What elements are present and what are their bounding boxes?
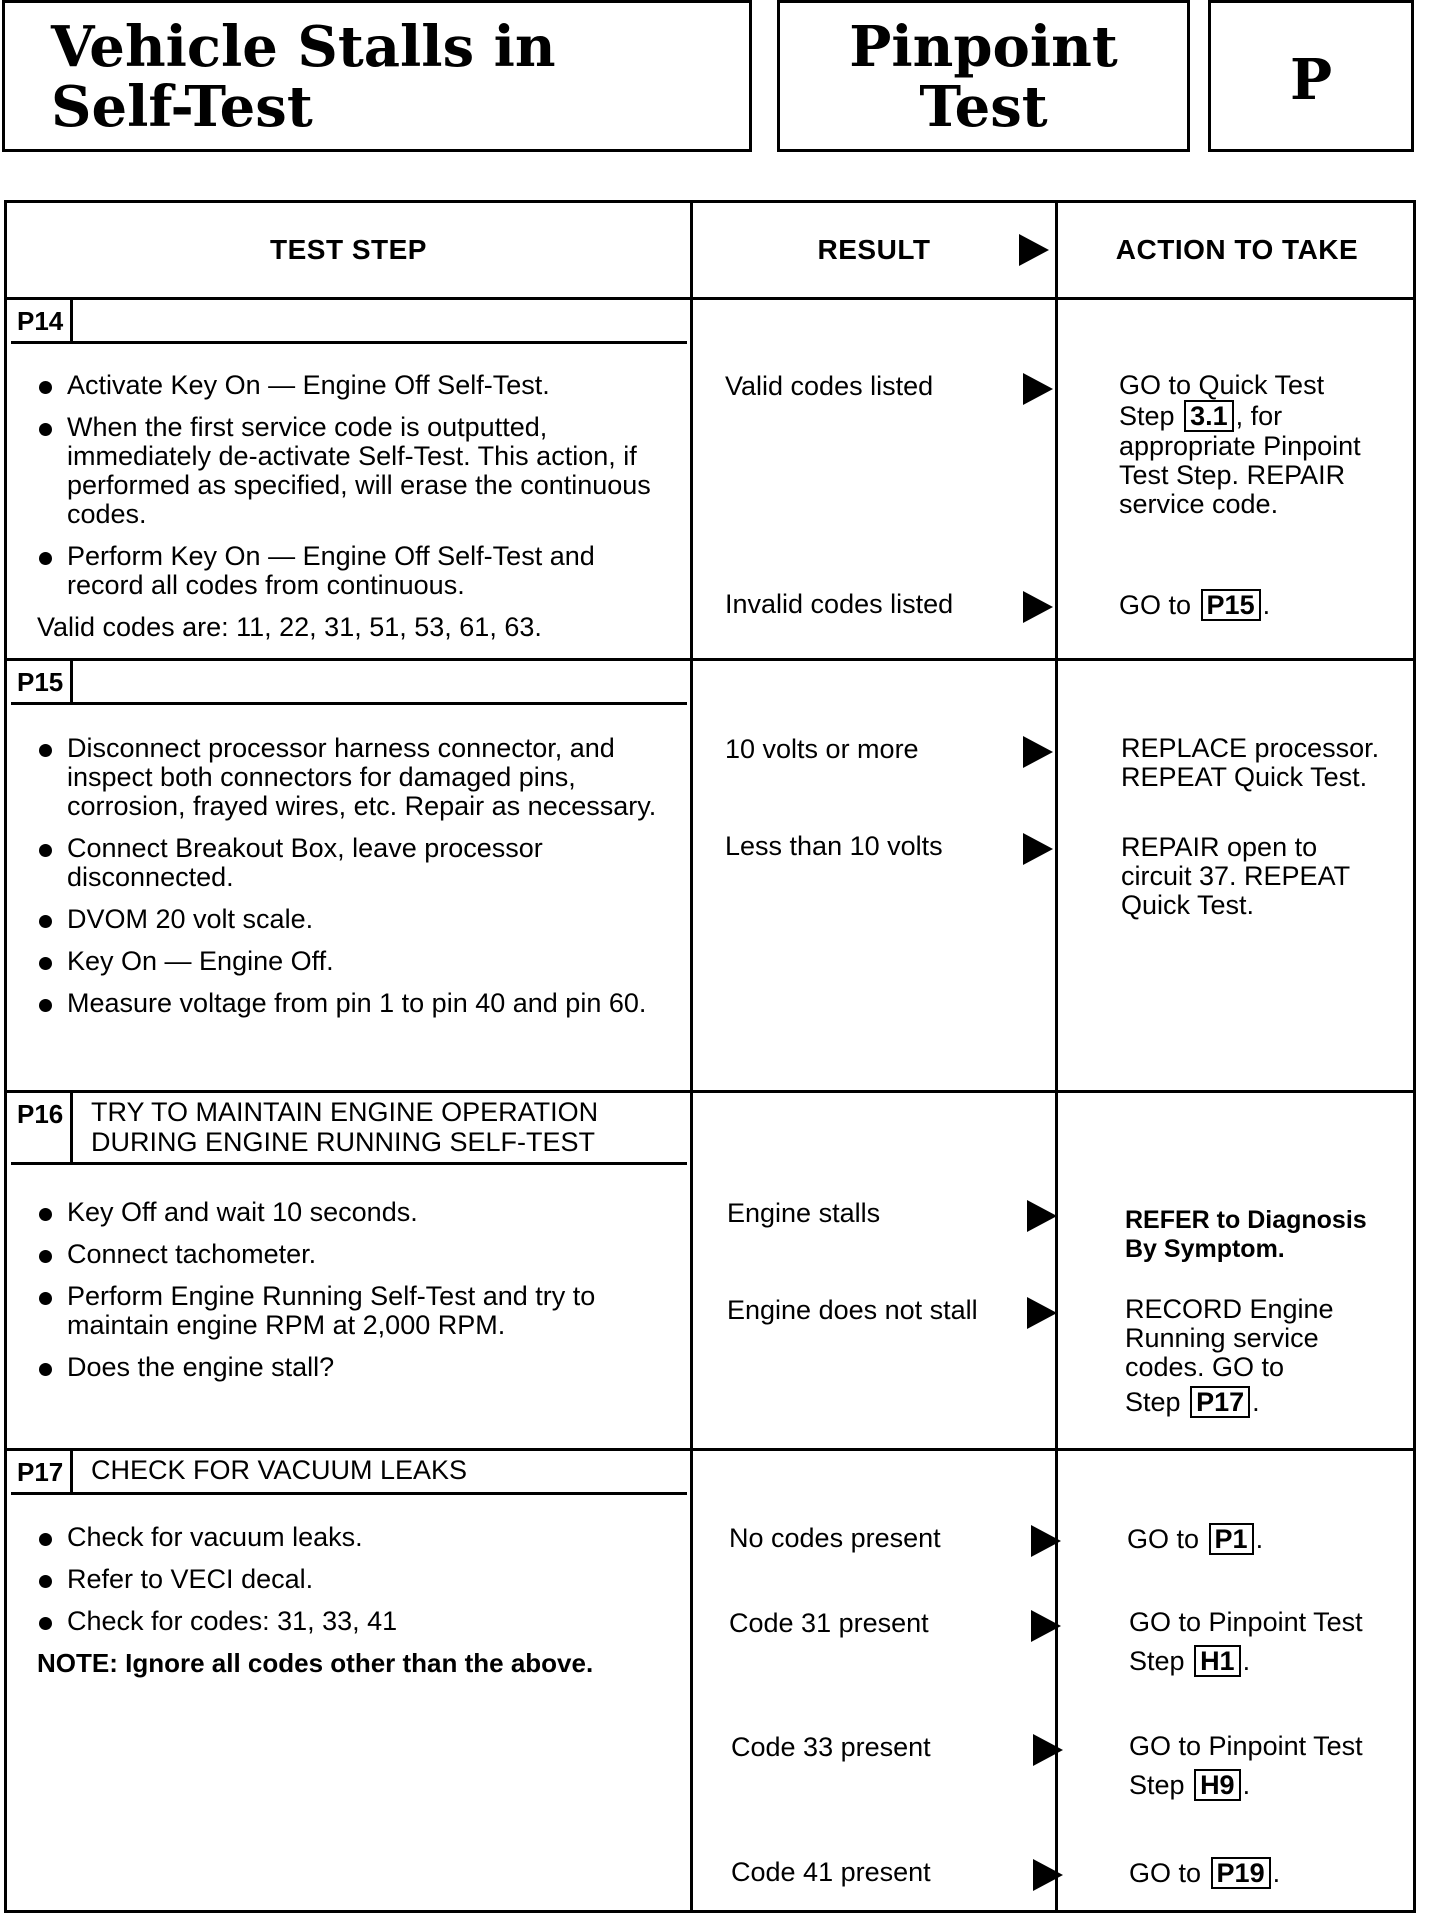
arrow-icon: [1023, 373, 1053, 405]
letter-box: [1208, 0, 1414, 152]
result-text: 10 volts or more: [725, 734, 919, 764]
step-header-p16: [11, 1093, 687, 1165]
result-text: No codes present: [729, 1523, 941, 1553]
result-text: Invalid codes listed: [725, 589, 954, 619]
result-text: Code 33 present: [731, 1732, 931, 1762]
result-text: Engine stalls: [727, 1198, 881, 1228]
step-title: CHECK FOR VACUUM LEAKS: [91, 1455, 468, 1485]
list-item: Refer to VECI decal.: [37, 1565, 677, 1594]
action-text: GO to P1 .: [1127, 1524, 1264, 1554]
action-text: GO to Quick Test Step 3.1 , for appropriate Pinpoint Test Step. REPAIR service code.: [1119, 370, 1361, 519]
action-text: REPLACE processor. REPEAT Quick Test.: [1121, 733, 1380, 792]
arrow-icon: [1031, 1525, 1061, 1557]
list-item: Key Off and wait 10 seconds.: [37, 1198, 677, 1227]
step-id: P16: [11, 1093, 73, 1162]
step-p15-instructions: [37, 734, 677, 1031]
action-text: REFER to Diagnosis By Symptom.: [1125, 1206, 1367, 1263]
list-item: Measure voltage from pin 1 to pin 40 and pin 60.: [37, 989, 677, 1018]
title-box: [2, 0, 752, 152]
arrow-icon: [1023, 736, 1053, 768]
result-text: Engine does not stall: [727, 1295, 978, 1325]
arrow-icon: [1023, 591, 1053, 623]
list-item: Check for codes: 31, 33, 41: [37, 1607, 677, 1636]
arrow-icon: [1033, 1859, 1063, 1891]
note-text: NOTE: Ignore all codes other than the above.: [37, 1648, 594, 1678]
action-text: GO to P19 .: [1129, 1858, 1281, 1888]
column-divider: [690, 203, 693, 1910]
step-reference: P15: [1201, 589, 1261, 621]
step-p17-instructions: [37, 1523, 677, 1678]
test-table: [4, 200, 1416, 1913]
step-reference: P19: [1211, 1857, 1271, 1889]
list-item: Key On — Engine Off.: [37, 947, 677, 976]
step-p16-instructions: [37, 1198, 677, 1395]
header-result: RESULT: [817, 234, 931, 265]
list-item: Does the engine stall?: [37, 1353, 677, 1382]
arrow-icon: [1027, 1297, 1057, 1329]
step-reference: 3.1: [1184, 400, 1234, 432]
list-item: Connect Breakout Box, leave processor disconnected.: [37, 834, 677, 892]
step-reference: H1: [1194, 1645, 1241, 1677]
list-item: Activate Key On — Engine Off Self-Test.: [37, 371, 677, 400]
list-item: DVOM 20 volt scale.: [37, 905, 677, 934]
arrow-icon: [1023, 833, 1053, 865]
section-title: Pinpoint Test: [849, 14, 1118, 140]
list-item: Disconnect processor harness connector, and inspect both connectors for damaged pins, corrosion, frayed wires, etc. Repair as necessary.: [37, 734, 677, 821]
page-title: Vehicle Stalls in Self-Test: [51, 14, 556, 140]
step-id: P14: [11, 300, 73, 341]
section-box: [777, 0, 1190, 152]
step-header-p15: [11, 661, 687, 705]
step-reference: P1: [1209, 1523, 1254, 1555]
action-text: GO to Pinpoint Test Step H1 .: [1129, 1607, 1363, 1676]
header-test-step: TEST STEP: [270, 234, 427, 265]
action-text: GO to Pinpoint Test Step H9 .: [1129, 1731, 1363, 1800]
step-reference: H9: [1194, 1769, 1241, 1801]
arrow-icon: [1031, 1610, 1061, 1642]
step-header-p14: [11, 300, 687, 344]
header-action: ACTION TO TAKE: [1115, 234, 1359, 265]
action-text: REPAIR open to circuit 37. REPEAT Quick Test.: [1121, 832, 1350, 920]
action-text: RECORD Engine Running service codes. GO to Step P17 .: [1125, 1294, 1334, 1417]
list-item: Perform Key On — Engine Off Self-Test and record all codes from continuous.: [37, 542, 677, 600]
step-title: TRY TO MAINTAIN ENGINE OPERATION DURING ENGINE RUNNING SELF-TEST: [91, 1097, 599, 1157]
arrow-icon: [1027, 1200, 1057, 1232]
result-text: Valid codes listed: [725, 371, 934, 401]
step-reference: P17: [1190, 1386, 1250, 1418]
result-text: Less than 10 volts: [725, 831, 943, 861]
list-item: When the first service code is outputted, immediately de-activate Self-Test. This action, if performed as specified, will erase the continuous codes.: [37, 413, 677, 529]
step-p14-instructions: [37, 371, 677, 642]
result-text: Code 31 present: [729, 1608, 929, 1638]
list-item: Check for vacuum leaks.: [37, 1523, 677, 1552]
arrow-icon: [1019, 234, 1049, 266]
step-id: P17: [11, 1451, 73, 1492]
step-id: P15: [11, 661, 73, 702]
valid-codes-note: Valid codes are: 11, 22, 31, 51, 53, 61, 63.: [37, 612, 542, 642]
list-item: Perform Engine Running Self-Test and try to maintain engine RPM at 2,000 RPM.: [37, 1282, 677, 1340]
action-text: GO to P15 .: [1119, 590, 1271, 620]
column-divider: [1055, 203, 1058, 1910]
arrow-icon: [1033, 1734, 1063, 1766]
result-text: Code 41 present: [731, 1857, 931, 1887]
list-item: Connect tachometer.: [37, 1240, 677, 1269]
section-letter: P: [1289, 47, 1333, 113]
step-header-p17: [11, 1451, 687, 1495]
